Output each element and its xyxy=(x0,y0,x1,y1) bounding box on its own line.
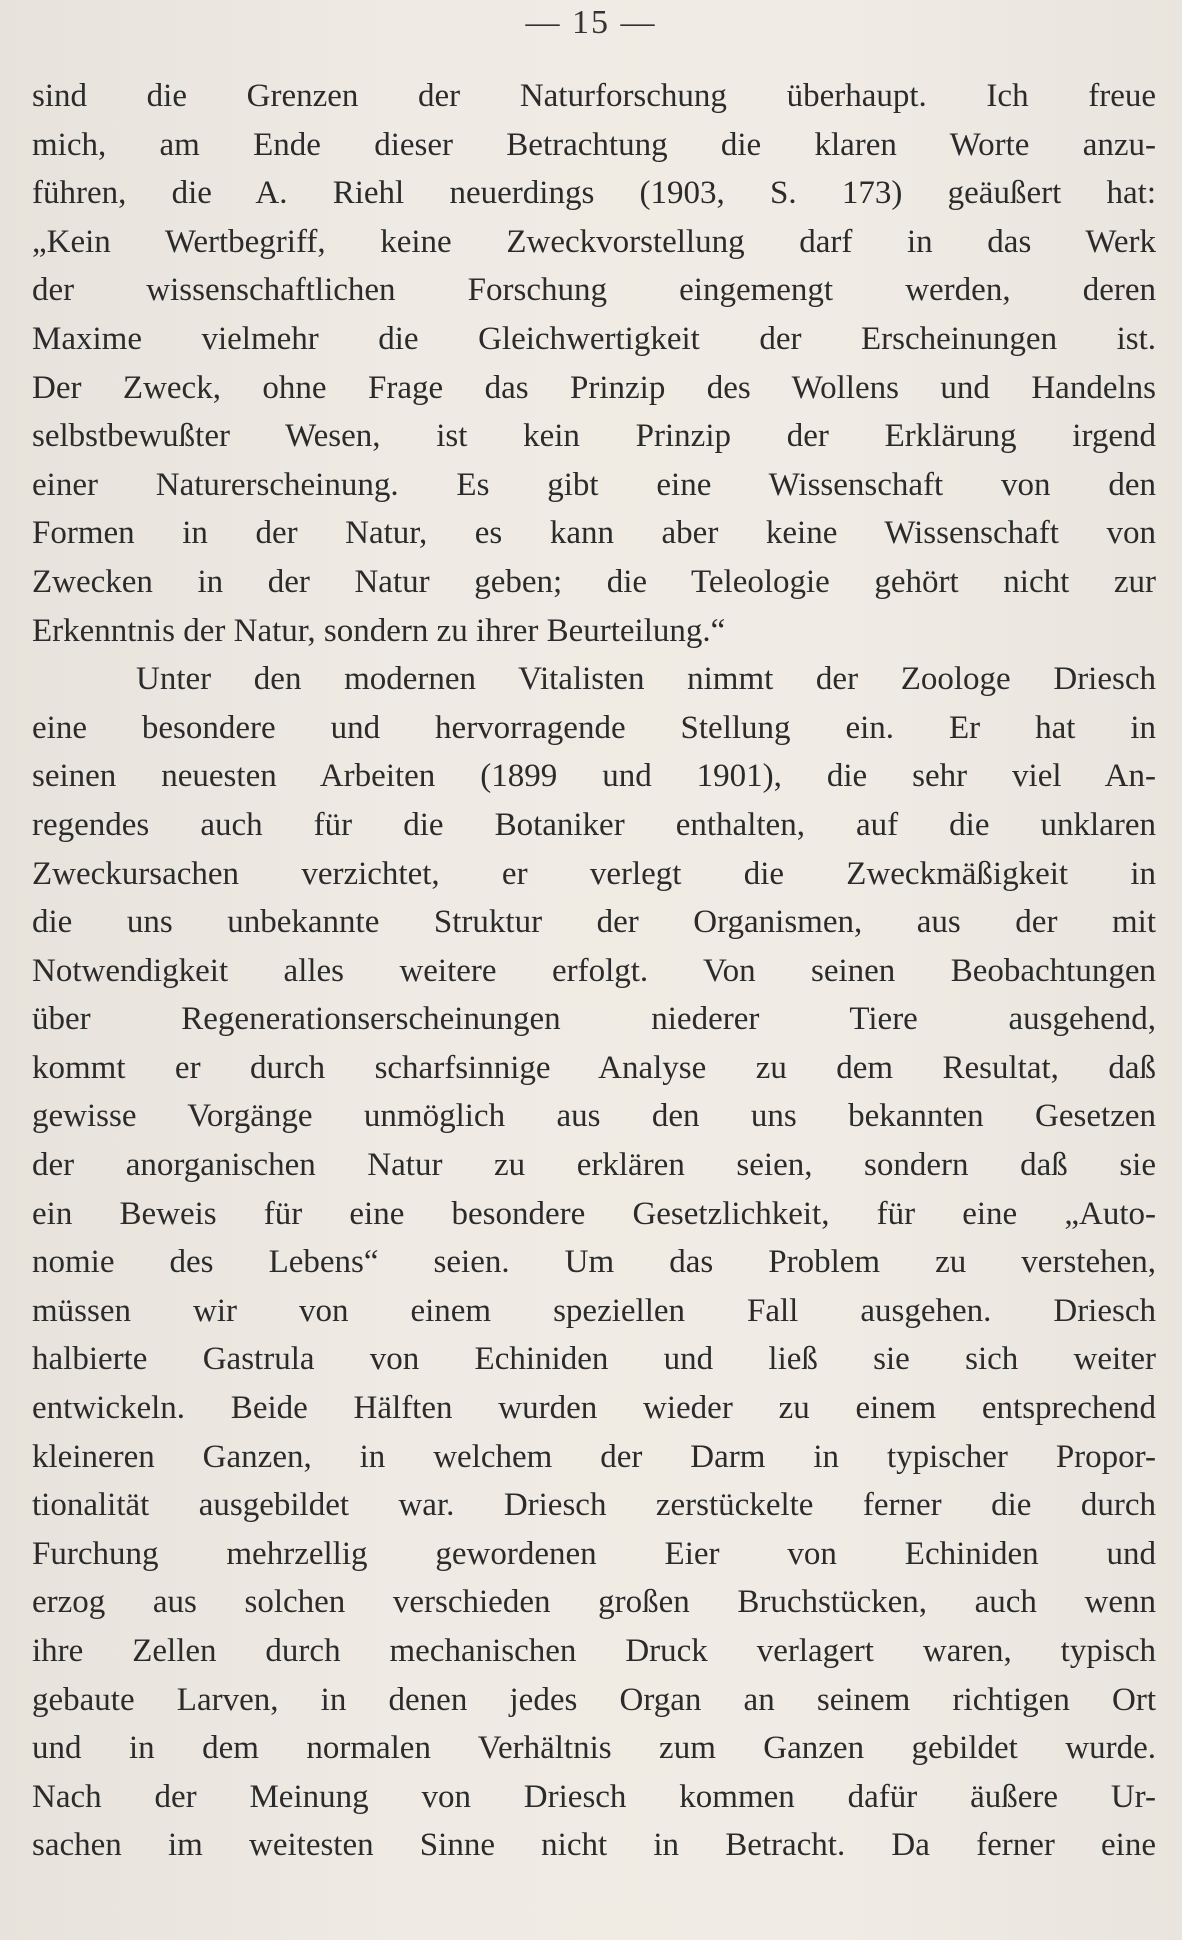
text-line: nomie des Lebens“ seien. Um das Problem zu verstehen, xyxy=(32,1244,1156,1281)
text-line: gewisse Vorgänge unmöglich aus den uns bekannten Gesetzen xyxy=(32,1098,1156,1135)
text-line: tionalität ausgebildet war. Driesch zerstückelte ferner die durch xyxy=(32,1487,1156,1524)
text-line: Formen in der Natur, es kann aber keine Wissenschaft von xyxy=(32,515,1156,552)
text-line: die uns unbekannte Struktur der Organismen, aus der mit xyxy=(32,904,1156,941)
text-line: einer Naturerscheinung. Es gibt eine Wissenschaft von den xyxy=(32,466,1156,503)
text-line: kommt er durch scharfsinnige Analyse zu dem Resultat, daß xyxy=(32,1049,1156,1086)
text-line: führen, die A. Riehl neuerdings (1903, S. 173) geäußert hat: xyxy=(32,175,1156,212)
text-line: halbierte Gastrula von Echiniden und ließ sie sich weiter xyxy=(32,1341,1156,1378)
text-line: der wissenschaftlichen Forschung eingemengt werden, deren xyxy=(32,272,1156,309)
text-line: entwickeln. Beide Hälften wurden wieder zu einem entsprechend xyxy=(32,1390,1156,1427)
text-line: regendes auch für die Botaniker enthalten, auf die unklaren xyxy=(32,806,1156,843)
text-line: Notwendigkeit alles weitere erfolgt. Von seinen Beobachtungen xyxy=(32,952,1156,989)
text-line: Nach der Meinung von Driesch kommen dafür äußere Ur- xyxy=(32,1778,1156,1815)
text-line: müssen wir von einem speziellen Fall ausgehen. Driesch xyxy=(32,1292,1156,1329)
text-line: über Regenerationserscheinungen niederer Tiere ausgehend, xyxy=(32,1001,1156,1038)
text-line: „Kein Wertbegriff, keine Zweckvorstellung darf in das Werk xyxy=(32,223,1156,260)
text-line: mich, am Ende dieser Betrachtung die klaren Worte anzu- xyxy=(32,126,1156,163)
paragraph-start-line: Unter den modernen Vitalisten nimmt der Zoologe Driesch xyxy=(136,661,1156,698)
text-line: Erkenntnis der Natur, sondern zu ihrer Beurteilung.“ xyxy=(32,612,726,649)
text-line: selbstbewußter Wesen, ist kein Prinzip der Erklärung irgend xyxy=(32,418,1156,455)
text-line: Maxime vielmehr die Gleichwertigkeit der Erscheinungen ist. xyxy=(32,320,1156,357)
text-line: Zwecken in der Natur geben; die Teleologie gehört nicht zur xyxy=(32,563,1156,600)
text-line: kleineren Ganzen, in welchem der Darm in typischer Propor- xyxy=(32,1438,1156,1475)
text-line: eine besondere und hervorragende Stellung ein. Er hat in xyxy=(32,709,1156,746)
text-line: erzog aus solchen verschieden großen Bruchstücken, auch wenn xyxy=(32,1584,1156,1621)
text-line: ein Beweis für eine besondere Gesetzlichkeit, für eine „Auto- xyxy=(32,1195,1156,1232)
text-line: Der Zweck, ohne Frage das Prinzip des Wollens und Handelns xyxy=(32,369,1156,406)
text-line: sachen im weitesten Sinne nicht in Betracht. Da ferner eine xyxy=(32,1827,1156,1864)
text-line: und in dem normalen Verhältnis zum Ganzen gebildet wurde. xyxy=(32,1730,1156,1767)
text-line: seinen neuesten Arbeiten (1899 und 1901), die sehr viel An- xyxy=(32,758,1156,795)
text-line: Furchung mehrzellig gewordenen Eier von Echiniden und xyxy=(32,1535,1156,1572)
body-text xyxy=(32,72,1156,1870)
text-line: sind die Grenzen der Naturforschung überhaupt. Ich freue xyxy=(32,78,1156,114)
text-line: ihre Zellen durch mechanischen Druck verlagert waren, typisch xyxy=(32,1633,1156,1669)
text-line: gebaute Larven, in denen jedes Organ an seinem richtigen Ort xyxy=(32,1681,1156,1718)
text-line: der anorganischen Natur zu erklären seien, sondern daß sie xyxy=(32,1147,1156,1184)
page-number: — 15 — xyxy=(525,4,657,41)
text-line: Zweckursachen verzichtet, er verlegt die Zweckmäßigkeit in xyxy=(32,855,1156,892)
